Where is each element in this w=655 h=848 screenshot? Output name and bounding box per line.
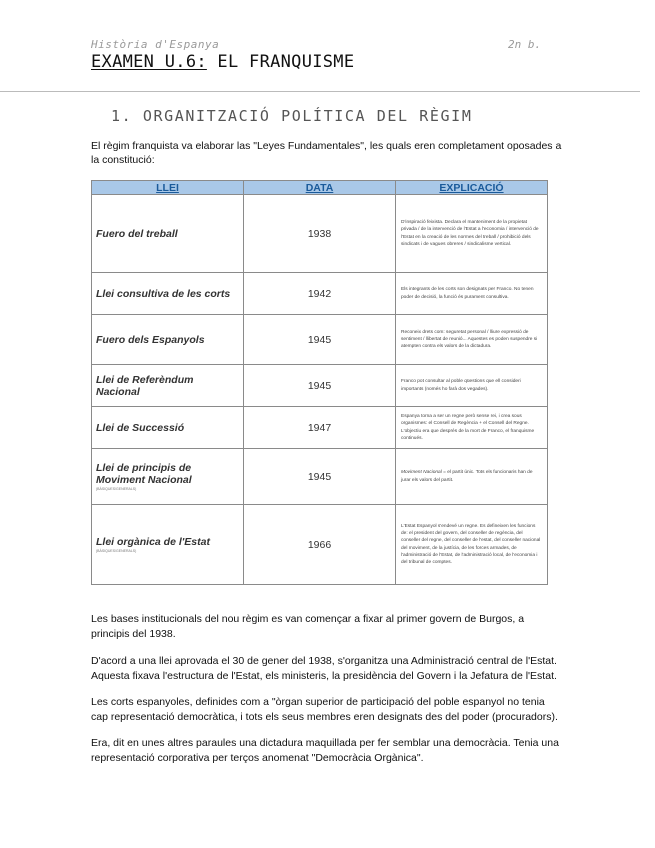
title-topic: EL FRANQUISME	[206, 52, 355, 72]
table-row	[92, 273, 548, 315]
table-header-row	[92, 181, 548, 195]
law-explanation: L'Estat Espanyol s'endevé un regne. Es defineixen les funcions de: el president del govern, del conseller de regència, del conseller del regne, del conseller de l'estat, del conseller nacional del moviment, de la justícia, de les forces armades, de l'administració de l'Estat, de l'administració local, de l'economia i del tribunal de comptes.	[396, 505, 548, 585]
law-name: Llei de principis de Moviment Nacional	[96, 461, 192, 486]
law-name: Fuero del treball	[92, 195, 244, 273]
law-name: Llei orgànica de l'Estat	[96, 535, 210, 548]
law-name: Llei de Successió	[92, 407, 244, 449]
paragraph-dictatorship: Era, dit en unes altres paraules una dictadura maquillada per fer semblar una democràcia. Tenia una representació corporativa per terços anomenat "Democràcia Orgànica".	[91, 737, 559, 764]
law-name: Llei consultiva de les corts	[92, 273, 244, 315]
paragraph-burgos: Les bases institucionals del nou règim es van començar a fixar al primer govern de Burgos, a principis del 1938.	[91, 613, 525, 640]
table-row	[92, 195, 548, 273]
law-note: (BÀSIQUES/GENERALS)	[96, 548, 137, 553]
law-explanation: Els integrants de les corts son designats per Franco. No tenen poder de decisió, la funció és purament consultiva.	[396, 273, 548, 315]
page-title	[91, 52, 354, 72]
law-explanation: Reconeix drets com: seguretat personal / lliure expressió de sentiment / llibertat de reunió... Aquestes es poden suspendre si atempten contra els valors de la dictadura.	[396, 315, 548, 365]
law-date: 1942	[244, 273, 396, 315]
law-note: (BÀSIQUES/GENERALS)	[96, 486, 137, 491]
law-explanation: Franco pot consultar al poble qüestions que ell consideri importants (només ho farà dos vegades).	[396, 365, 548, 407]
title-prefix: EXAMEN U.6:	[91, 52, 207, 72]
paragraph-corts: Les corts espanyoles, definides com a "òrgan superior de participació del poble espanyol no tenia cap representació democràtica, i tots els seus membres eren designats des del poder (procuradors).	[91, 696, 558, 723]
section-heading: 1. ORGANITZACIÓ POLÍTICA DEL RÈGIM	[111, 107, 473, 125]
law-explanation: Espanya torna a ser un regne però sense rei, i crea sous organismes: el Consell de Regència + el Consell del Regne. L'objectiu era que després de la mort de Franco, el franquisme continués.	[396, 407, 548, 449]
header-divider	[0, 91, 640, 92]
table-row	[92, 315, 548, 365]
law-name: Llei de Referèndum Nacional	[92, 365, 244, 407]
law-name-cell	[92, 449, 244, 505]
law-date: 1945	[244, 315, 396, 365]
law-explanation: D'inspiració feixista. Declara el manteniment de la propietat privada / de la intervenció de l'Estat a l'economia / intervenció de l'Estat en la creació de les normes del treball / prohibició dels sindicats i de vagues obreres / sindicalisme vertical.	[396, 195, 548, 273]
law-date: 1947	[244, 407, 396, 449]
law-date: 1945	[244, 449, 396, 505]
course-label: 2n b.	[508, 38, 542, 51]
header-llei: LLEI	[92, 181, 244, 195]
table-row	[92, 505, 548, 585]
table-row	[92, 449, 548, 505]
intro-paragraph: El règim franquista va elaborar las "Leyes Fundamentales", les quals eren completament oposades a la constitució:	[91, 140, 562, 166]
law-name: Fuero dels Espanyols	[92, 315, 244, 365]
header-explicacio: EXPLICACIÓ	[396, 181, 548, 195]
header-data: DATA	[244, 181, 396, 195]
fundamental-laws-table	[91, 180, 548, 585]
subject-label: Història d'Espanya	[91, 38, 220, 51]
law-date: 1966	[244, 505, 396, 585]
paragraph-administration: D'acord a una llei aprovada el 30 de gener del 1938, s'organitza una Administració central de l'Estat. Aquesta fixava l'estructura de l'Estat, els ministeris, la presidència del Govern i la Jefatura de l'Estat.	[91, 655, 557, 682]
table-row	[92, 407, 548, 449]
table-row	[92, 365, 548, 407]
law-explanation-cell	[396, 449, 548, 505]
law-explanation-lead: Moviment Nacional	[401, 470, 442, 476]
law-date: 1938	[244, 195, 396, 273]
law-date: 1945	[244, 365, 396, 407]
law-explanation: = el partit únic. Tots els funcionaris han de jurar els valors del partit.	[401, 470, 533, 483]
law-name-cell	[92, 505, 244, 585]
